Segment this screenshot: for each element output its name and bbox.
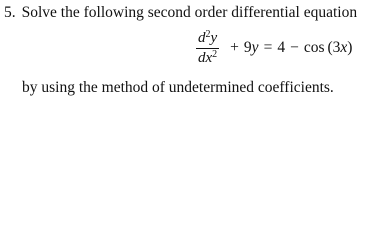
argument-variable: x [340,39,348,56]
problem-prompt: Solve the following second order differential equation [21,4,358,21]
numerator-d: d [198,29,206,46]
fraction-numerator [196,28,219,49]
fraction-denominator [198,49,217,66]
cos-function: cos [303,39,325,56]
problem-number: 5. [4,4,16,21]
problem-page [0,0,370,117]
second-derivative-fraction [196,28,219,66]
denominator-exponent: 2 [212,48,218,60]
plus-operator: + [230,39,239,56]
open-paren: ( [327,39,333,56]
cos-argument [327,39,352,57]
argument-coefficient: 3 [332,39,341,56]
coefficient-9: 9 [243,39,252,56]
close-paren: ) [347,39,353,56]
numerator-variable: y [210,29,218,46]
method-instruction: by using the method of undetermined coefficients. [22,79,334,96]
constant-term: 4 [277,39,286,56]
term-variable: y [251,39,259,56]
differential-equation [196,28,352,68]
minus-operator: − [290,39,299,56]
problem-prompt-line [4,4,357,22]
equals-operator: = [263,39,273,56]
numerator-exponent: 2 [205,28,211,40]
denominator-dx: dx [198,49,213,66]
